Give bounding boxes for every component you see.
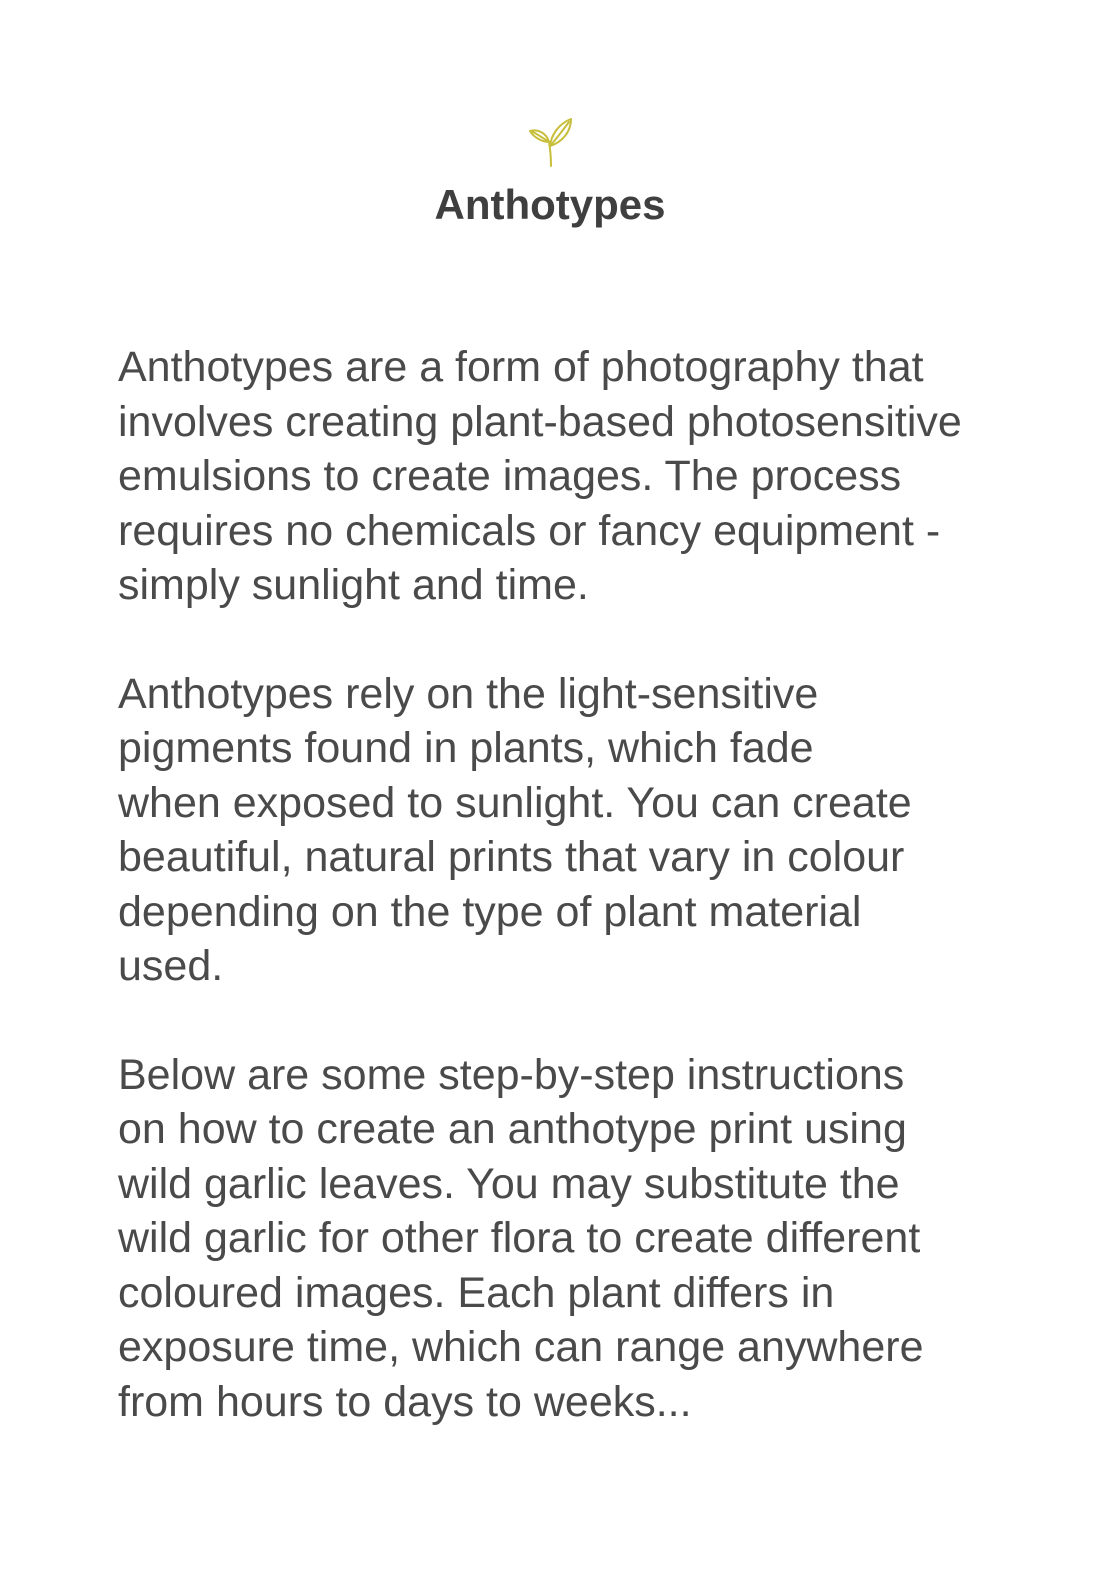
text-line: depending on the type of plant material [118, 887, 862, 936]
sprout-icon [527, 116, 575, 168]
text-line: when exposed to sunlight. You can create [118, 778, 912, 827]
paragraph-instructions [118, 1048, 998, 1430]
page-title: Anthotypes [434, 181, 666, 228]
text-line: from hours to days to weeks... [118, 1377, 692, 1426]
body-text [118, 340, 998, 1483]
paragraph-pigments [118, 667, 998, 994]
text-line: requires no chemicals or fancy equipment - [118, 506, 941, 555]
text-line: on how to create an anthotype print using [118, 1105, 907, 1153]
text-line: coloured images. Each plant differs in [118, 1268, 835, 1317]
text-line: Anthotypes rely on the light-sensitive [118, 669, 819, 718]
text-line: Anthotypes are a form of photography that [118, 343, 924, 391]
text-line: pigments found in plants, which fade [118, 724, 814, 772]
paragraph-intro [118, 340, 998, 613]
text-line: wild garlic for other flora to create different [118, 1214, 921, 1262]
text-line: used. [118, 942, 224, 990]
text-line: Below are some step-by-step instructions [118, 1050, 905, 1099]
text-line: beautiful, natural prints that vary in colour [118, 833, 905, 881]
text-line: emulsions to create images. The process [118, 452, 902, 500]
text-line: simply sunlight and time. [118, 561, 589, 609]
text-line: involves creating plant-based photosensitive [118, 397, 962, 446]
text-line: wild garlic leaves. You may substitute the [118, 1159, 900, 1208]
text-line: exposure time, which can range anywhere [118, 1323, 924, 1371]
